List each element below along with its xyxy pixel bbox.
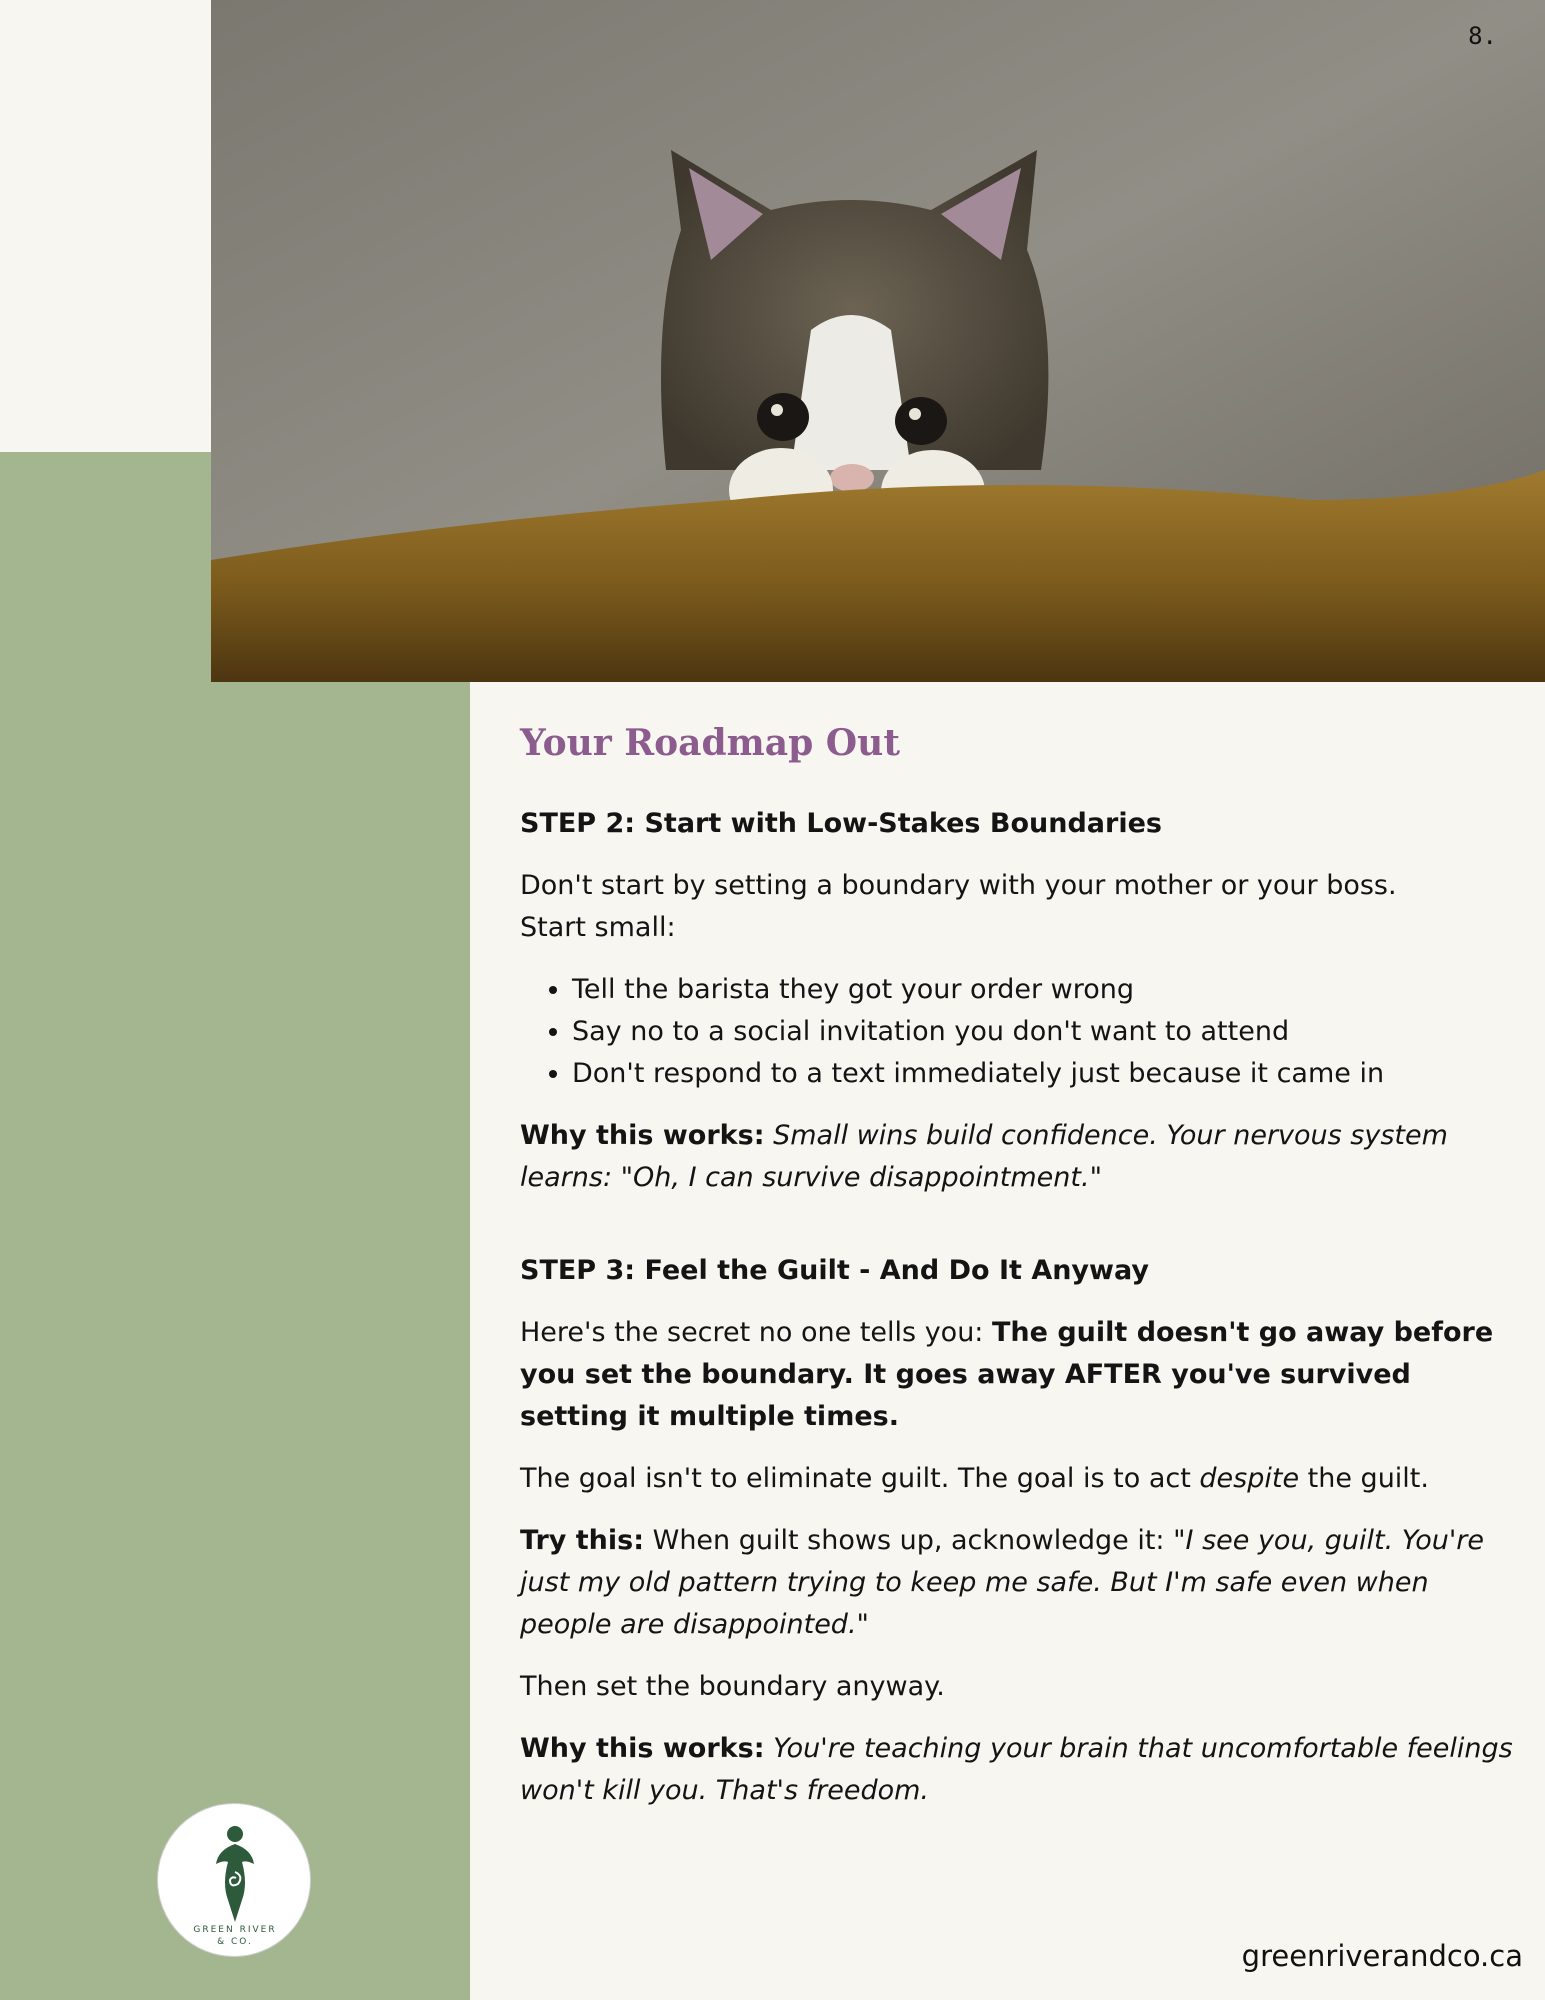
step2-why-text: Small wins build confidence. Your nervous system learns: "Oh, I can survive disappointment." [520, 1120, 1448, 1193]
step2-heading: STEP 2: Start with Low-Stakes Boundaries [520, 808, 1162, 839]
page-title: Your Roadmap Out [520, 722, 900, 764]
list-item: • Tell the barista they got your order wrong [572, 969, 1520, 1011]
main-content [520, 722, 1520, 1832]
step3-why-label: Why this works: [520, 1733, 765, 1764]
step2-intro-line1: Don't start by setting a boundary with your mother or your boss. [520, 870, 1397, 901]
step3-try-close: " [856, 1609, 869, 1640]
step3-why [520, 1728, 1520, 1812]
step3-secret-intro: Here's the secret no one tells you: [520, 1317, 984, 1348]
logo-text-line2: & CO. [217, 1937, 253, 1947]
list-item: • Say no to a social invitation you don't want to attend [572, 1011, 1520, 1053]
step3-then: Then set the boundary anyway. [520, 1671, 945, 1702]
step3-try [520, 1520, 1520, 1646]
step3-try-label: Try this: [520, 1525, 645, 1556]
step3-goal [520, 1458, 1520, 1500]
page-number: 8. [1468, 22, 1497, 50]
brand-logo [157, 1803, 311, 1957]
step3-why-text: You're teaching your brain that uncomfortable feelings won't kill you. That's freedom. [520, 1733, 1513, 1806]
sidebar-green-panel [0, 452, 470, 2000]
step3-secret-bold: The guilt doesn't go away before you set the boundary. It goes away AFTER you've survived setting it multiple times. [520, 1317, 1494, 1432]
step3-secret [520, 1312, 1520, 1438]
step2-intro-line2: Start small: [520, 912, 676, 943]
list-item: • Don't respond to a text immediately just because it came in [572, 1053, 1520, 1095]
step2-why-label: Why this works: [520, 1120, 765, 1151]
step3-goal-part2: the guilt. [1307, 1463, 1429, 1494]
step3-try-italic: I see you, guilt. You're just my old pattern trying to keep me safe. But I'm safe even when people are disappointed. [520, 1525, 1485, 1640]
step2-why [520, 1115, 1520, 1199]
step2-bullet-list [520, 969, 1520, 1095]
step3-goal-part1: The goal isn't to eliminate guilt. The goal is to act [520, 1463, 1191, 1494]
kitten-illustration [211, 0, 1545, 682]
website-url: greenriverandco.ca [1241, 1939, 1523, 1973]
hero-kitten-photo [211, 0, 1545, 682]
step3-heading: STEP 3: Feel the Guilt - And Do It Anyway [520, 1255, 1149, 1286]
step2-intro [520, 865, 1520, 949]
logo-text-line1: GREEN RIVER [193, 1925, 277, 1935]
step3-goal-italic: despite [1199, 1463, 1300, 1494]
step3-try-intro: When guilt shows up, acknowledge it: " [652, 1525, 1186, 1556]
